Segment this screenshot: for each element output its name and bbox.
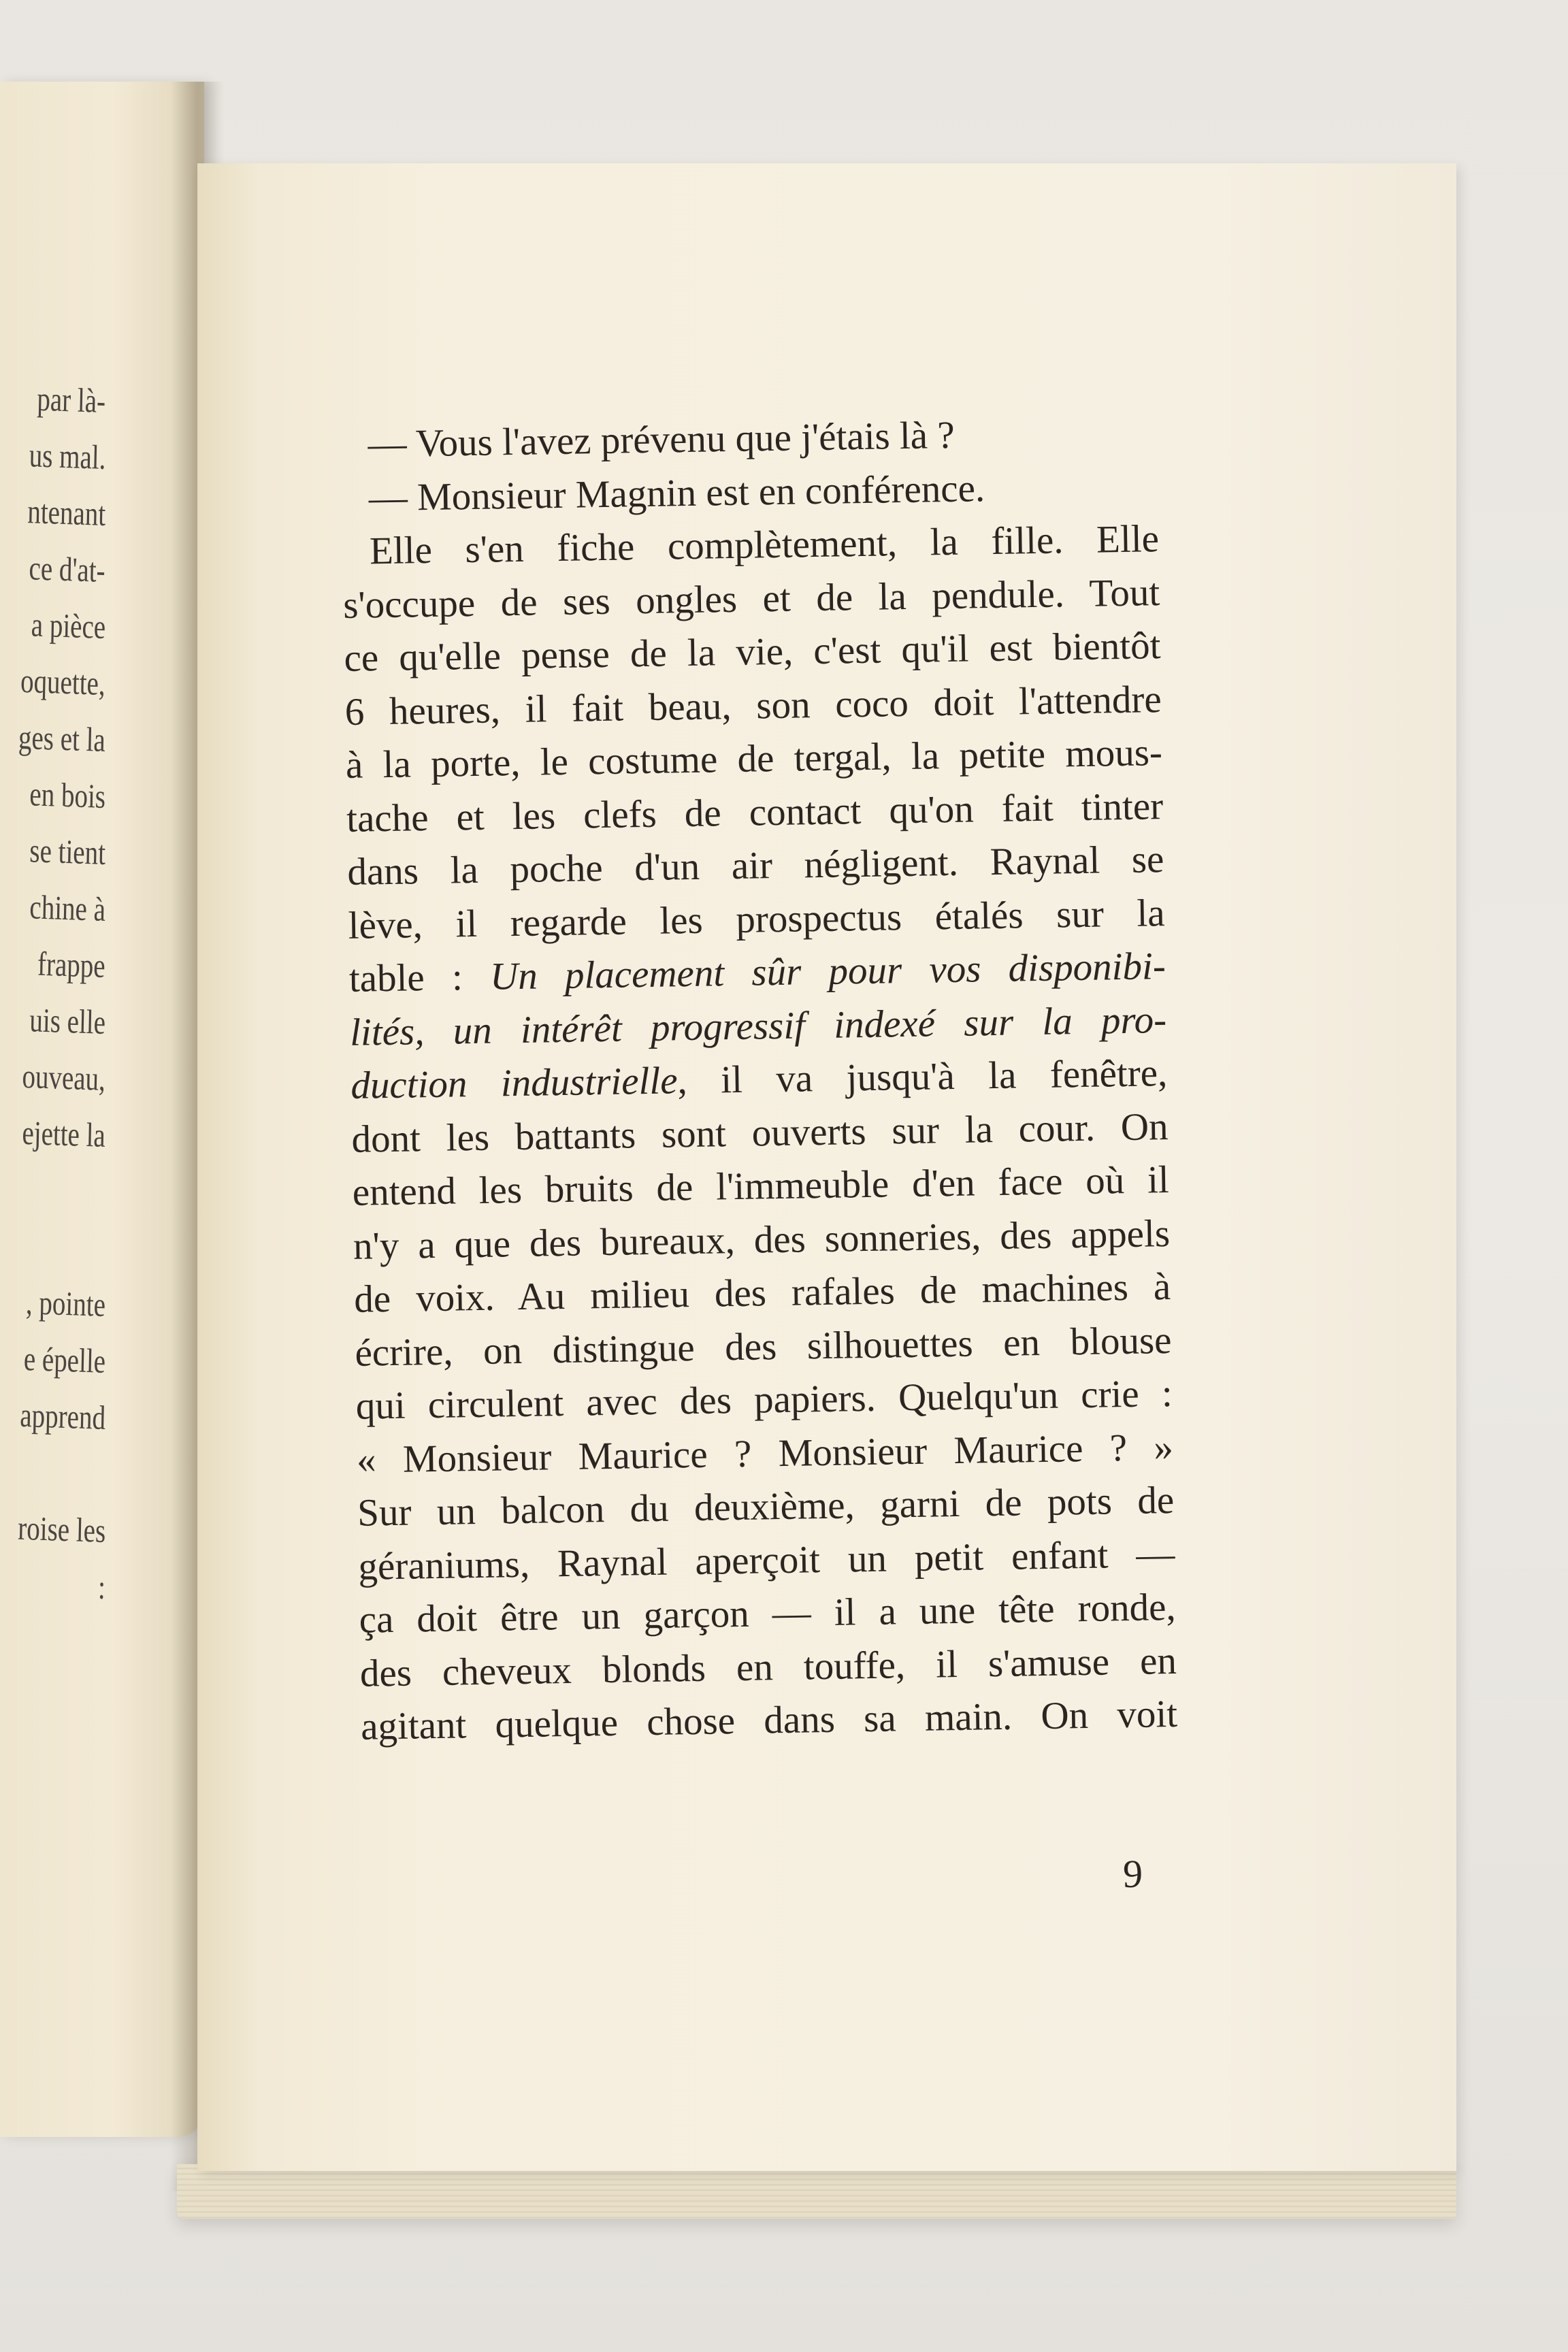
text-run: , il va jusqu'à la fenêtre, [676, 1051, 1168, 1102]
left-page-line: us mal. [28, 436, 106, 476]
left-page-line: e épelle [23, 1339, 106, 1380]
text-line: agitant quelque chose dans sa main. On voit [360, 1692, 1178, 1748]
left-page-line: chine à [29, 887, 106, 928]
left-page-line: , pointe [25, 1283, 106, 1324]
text-line: géraniums, Raynal aperçoit un petit enfant — [358, 1532, 1175, 1588]
text-line: — Vous l'avez prévenu que j'étais là ? [368, 413, 956, 466]
text-line: entend les bruits de l'immeuble d'en face où il [352, 1158, 1170, 1214]
text-line: qui circulent avec des papiers. Quelqu'un crie : [355, 1371, 1173, 1428]
left-page-line: se tient [29, 831, 106, 872]
left-page-line: roise les [17, 1508, 106, 1550]
text-line: à la porte, le costume de tergal, la petite mous- [345, 731, 1163, 787]
page-number: 9 [1123, 1852, 1143, 1896]
left-page-line: oquette, [20, 661, 106, 702]
left-page-line: ntenant [27, 492, 106, 533]
body-text [340, 406, 1178, 1754]
italic-run: Un placement sûr pour vos disponibi- [489, 945, 1166, 998]
text-run: table : [348, 955, 491, 1000]
left-page-line: par là- [36, 379, 106, 420]
text-line: s'occupe de ses ongles et de la pendule. Tout [342, 570, 1160, 627]
text-line: n'y a que des bureaux, des sonneries, des appels [353, 1211, 1171, 1268]
text-line: tache et les clefs de contact qu'on fait tinter [346, 784, 1164, 840]
text-line: Elle s'en fiche complètement, la fille. Elle [369, 517, 1160, 573]
text-line: lève, il regarde les prospectus étalés sur la [348, 891, 1166, 947]
left-page-line: ejette la [22, 1113, 106, 1154]
text-line: écrire, on distingue des silhouettes en blouse [355, 1318, 1172, 1375]
text-line: ça doit être un garçon — il a une tête ronde, [359, 1585, 1177, 1642]
left-page-line: uis elle [29, 1000, 106, 1041]
text-line: Sur un balcon du deuxième, garni de pots de [357, 1478, 1175, 1535]
left-page-line: ges et la [18, 717, 106, 759]
text-line: ce qu'elle pense de la vie, c'est qu'il est bientôt [344, 624, 1161, 680]
text-line: dans la poche d'un air négligent. Raynal se [346, 838, 1164, 894]
left-page-line: ouveau, [22, 1056, 106, 1098]
italic-run: duction industrielle [350, 1059, 678, 1107]
text-line: 6 heures, il fait beau, son coco doit l'attendre [344, 677, 1162, 734]
italic-run: lités, un intérêt progressif indexé sur la pro- [349, 998, 1167, 1054]
page-edges [177, 2164, 1456, 2219]
left-page-line: ce d'at- [29, 549, 106, 589]
text-line: dont les battants sont ouverts sur la cour. On [351, 1105, 1169, 1161]
text-line: de voix. Au milieu des rafales de machines à [353, 1264, 1171, 1321]
text-line: « Monsieur Maurice ? Monsieur Maurice ? » [356, 1425, 1174, 1482]
text-line: — Monsieur Magnin est en conférence. [368, 466, 985, 519]
text-line: des cheveux blonds en touffe, il s'amuse en [359, 1639, 1177, 1695]
left-page-line: frappe [37, 944, 106, 985]
left-page-line: : [97, 1567, 106, 1606]
left-page-line: apprend [19, 1395, 106, 1437]
left-page-line: en bois [29, 774, 106, 815]
left-page-line: a pièce [31, 605, 106, 646]
